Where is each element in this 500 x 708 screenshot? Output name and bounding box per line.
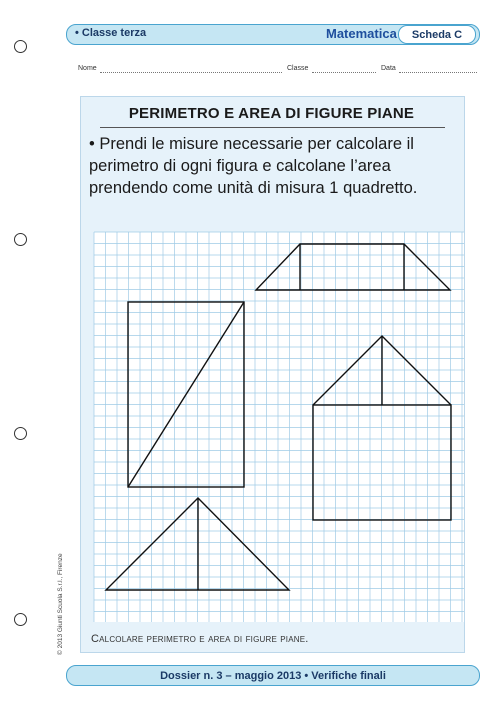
exercise-title: PERIMETRO E AREA DI FIGURE PIANE — [128, 105, 415, 122]
date-label: Data — [381, 65, 396, 72]
copyright-note: © 2013 Giunti Scuola S.r.l., Firenze — [57, 553, 64, 655]
subject-title: Matematica — [326, 26, 397, 41]
sheet-badge: Scheda C — [398, 25, 476, 44]
footer-bar: Dossier n. 3 – maggio 2013 • Verifiche finali — [66, 665, 480, 686]
instruction-text: • Prendi le misure necessarie per calcolare il perimetro di ogni figura e calcolane l’area prendendo come unità di misura 1 quadretto. — [89, 135, 418, 197]
class-label: • Classe terza — [75, 27, 147, 39]
name-label: Nome — [78, 65, 97, 72]
class-label-field: Classe — [287, 65, 309, 72]
exercise-caption: Calcolare perimetro e area di figure piane. — [91, 633, 309, 645]
